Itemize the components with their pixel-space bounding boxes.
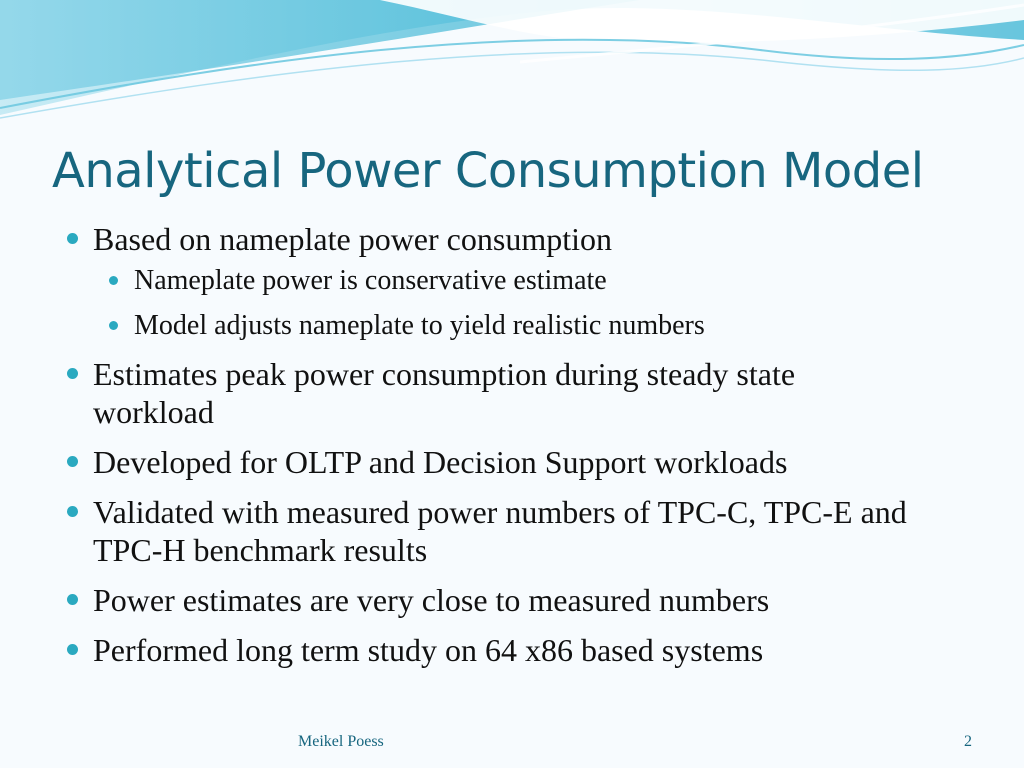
bullet-item <box>62 443 982 481</box>
bullet-dot-icon <box>67 644 78 655</box>
footer-author: Meikel Poess <box>298 733 384 750</box>
bullet-dot-icon <box>67 368 78 379</box>
bullet-dot-icon <box>67 456 78 467</box>
bullet-text: Developed for OLTP and Decision Support workloads <box>93 444 788 480</box>
bullet-dot-icon <box>67 506 78 517</box>
subbullet-text: Nameplate power is conservative estimate <box>134 265 607 296</box>
bullet-dot-icon <box>67 233 78 244</box>
slide-title: Analytical Power Consumption Model <box>52 143 924 199</box>
bullet-item <box>62 581 982 619</box>
bullet-text: Validated with measured power numbers of TPC-C, TPC-E and TPC-H benchmark results <box>93 494 907 568</box>
bullet-item <box>62 631 982 669</box>
bullet-item <box>62 355 923 431</box>
bullet-text: Estimates peak power consumption during steady state workload <box>93 356 796 430</box>
subbullet-dot-icon <box>109 276 118 285</box>
bullet-item <box>62 220 982 258</box>
bullet-dot-icon <box>67 594 78 605</box>
subbullet-text: Model adjusts nameplate to yield realistic numbers <box>134 310 705 341</box>
bullet-text: Performed long term study on 64 x86 based systems <box>93 632 764 668</box>
subbullet-dot-icon <box>109 321 118 330</box>
subbullet-item <box>62 264 982 298</box>
page-number: 2 <box>964 733 972 750</box>
bullet-text: Power estimates are very close to measured numbers <box>93 582 770 618</box>
header-wave-decoration <box>0 0 1024 130</box>
subbullet-item <box>62 309 982 343</box>
bullet-item <box>62 493 953 569</box>
bullet-text: Based on nameplate power consumption <box>93 221 612 257</box>
bullet-list <box>62 220 982 669</box>
